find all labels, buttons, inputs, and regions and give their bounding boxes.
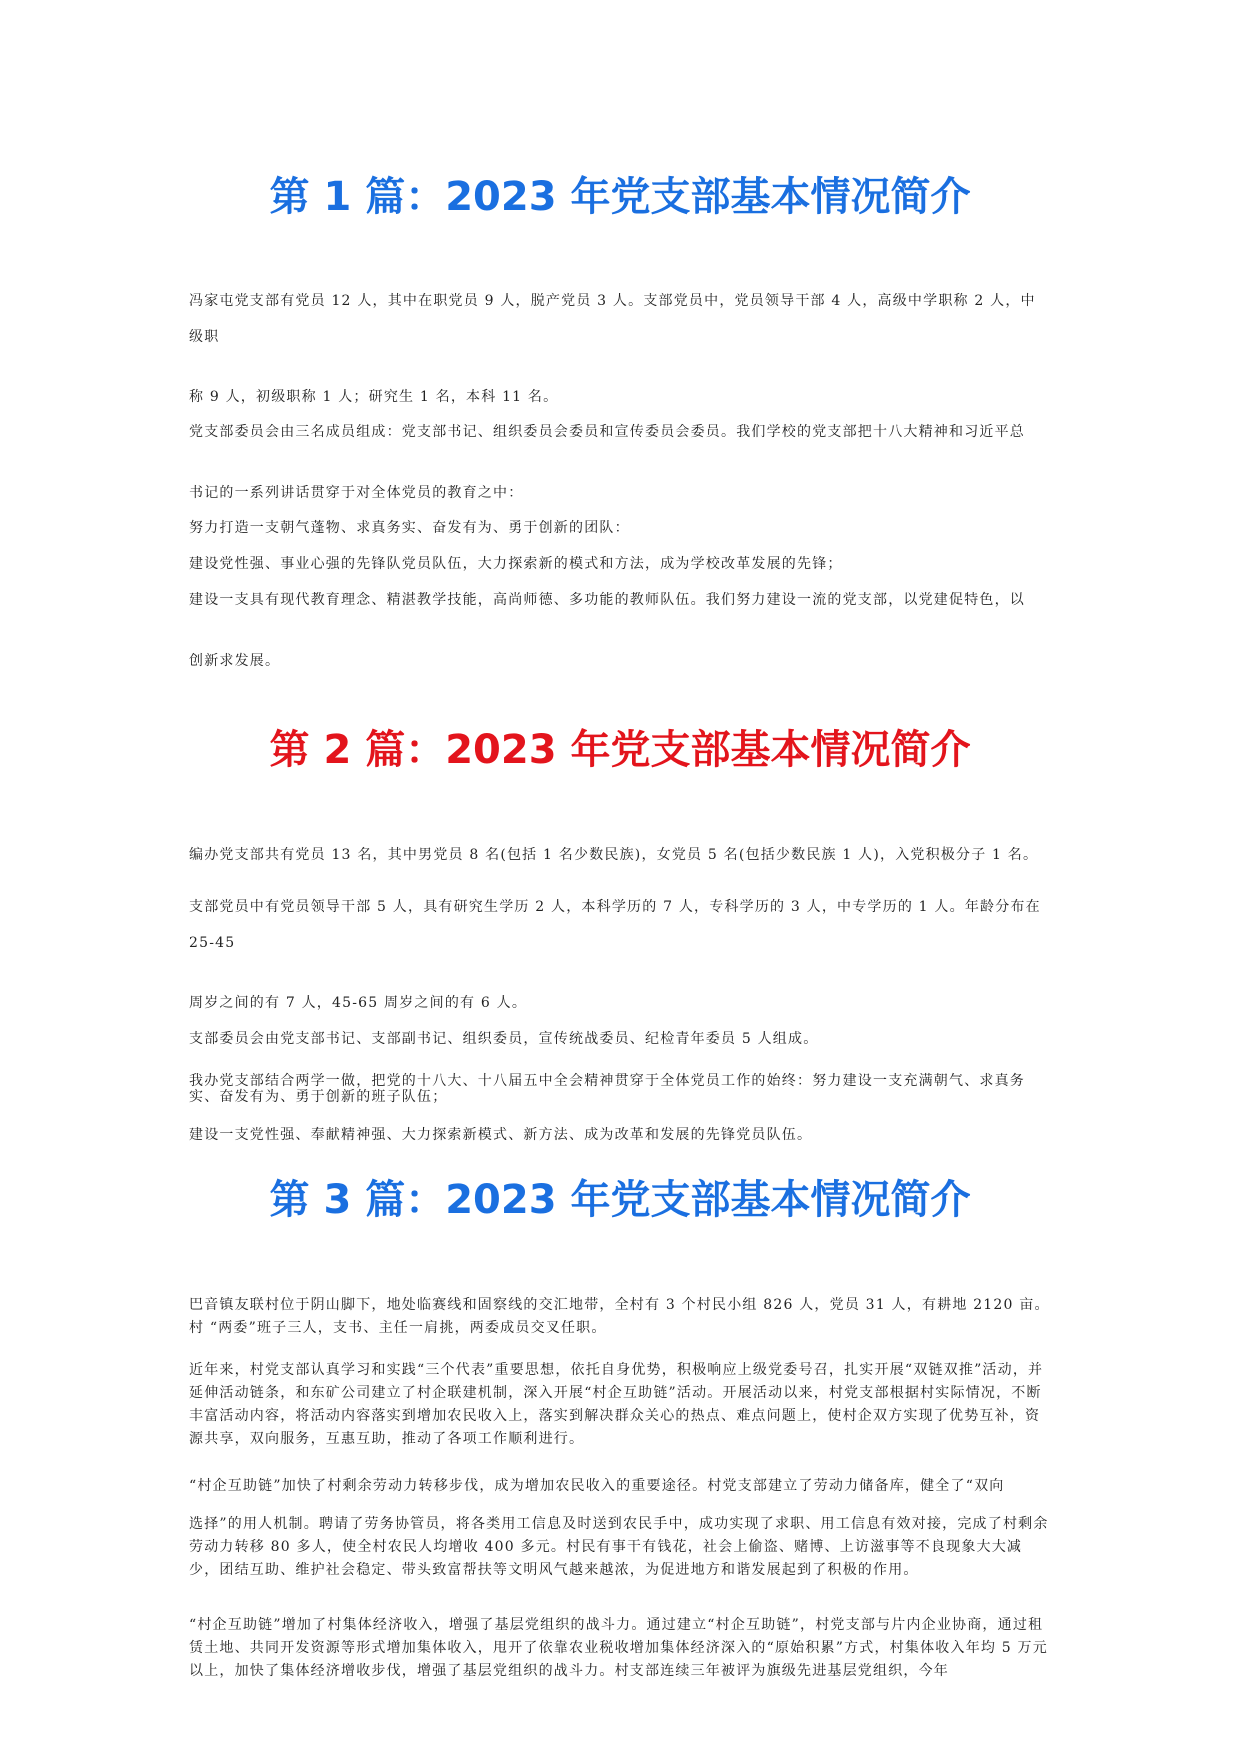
section-3-heading: 第 3 篇：2023 年党支部基本情况简介 bbox=[269, 1177, 971, 1223]
s1-paragraph-5: 书记的一系列讲话贯穿于对全体党员的教育之中： bbox=[189, 485, 524, 501]
section-1-heading: 第 1 篇：2023 年党支部基本情况简介 bbox=[269, 174, 971, 220]
s1-paragraph-7: 建设党性强、事业心强的先锋队党员队伍，大力探索新的模式和方法，成为学校改革发展的先锋； bbox=[189, 556, 843, 572]
s1-paragraph-2: 级职 bbox=[189, 329, 220, 345]
s2-paragraph-5: 支部委员会由党支部书记、支部副书记、组织委员，宣传统战委员、纪检青年委员 5 人组成。 bbox=[189, 1031, 819, 1047]
s1-paragraph-4: 党支部委员会由三名成员组成：党支部书记、组织委员会委员和宣传委员会委员。我们学校的党支部把十八大精神和习近平总 bbox=[189, 424, 1025, 440]
s2-paragraph-6: 我办党支部结合两学一做，把党的十八大、十八届五中全会精神贯穿于全体党员工作的始终：努力建设一支充满朝气、求真务实、奋发有为、勇于创新的班子队伍； bbox=[189, 1073, 1025, 1105]
s1-paragraph-1: 冯家屯党支部有党员 12 人，其中在职党员 9 人，脱产党员 3 人。支部党员中，党员领导干部 4 人，高级中学职称 2 人，中 bbox=[189, 293, 1036, 309]
s3-paragraph-1: 巴音镇友联村位于阴山脚下，地处临赛线和固察线的交汇地带，全村有 3 个村民小组 826 人，党员 31 人，有耕地 2120 亩。村 “两委”班子三人，支书、主任一肩挑，两委成员交叉任职。 bbox=[189, 1297, 1050, 1336]
s2-paragraph-4: 周岁之间的有 7 人，45-65 周岁之间的有 6 人。 bbox=[189, 995, 528, 1011]
s3-paragraph-2: 近年来，村党支部认真学习和实践“三个代表”重要思想，依托自身优势，积极响应上级党委号召，扎实开展“双链双推”活动，并延伸活动链条，和东矿公司建立了村企联建机制，深入开展“村企互助链”活动。开展活动以来，村党支部根据村实际情况，不断丰富活动内容，将活动内容落实到增加农民收入上，落实到解决群众关心的热点、难点问题上，使村企双方实现了优势互补，资源共享，双向服务，互惠互助，推动了各项工作顺利进行。 bbox=[189, 1362, 1044, 1447]
s1-paragraph-8: 建设一支具有现代教育理念、精湛教学技能，高尚师德、多功能的教师队伍。我们努力建设一流的党支部，以党建促特色，以 bbox=[189, 592, 1025, 608]
s2-paragraph-7: 建设一支党性强、奉献精神强、大力探索新模式、新方法、成为改革和发展的先锋党员队伍。 bbox=[189, 1127, 813, 1143]
s3-paragraph-3: “村企互助链”加快了村剩余劳动力转移步伐，成为增加农民收入的重要途径。村党支部建立了劳动力储备库，健全了“双向 bbox=[189, 1478, 1005, 1494]
s2-paragraph-2: 支部党员中有党员领导干部 5 人，具有研究生学历 2 人，本科学历的 7 人，专科学历的 3 人，中专学历的 1 人。年龄分布在 bbox=[189, 899, 1041, 915]
s1-paragraph-9: 创新求发展。 bbox=[189, 653, 281, 669]
s1-paragraph-6: 努力打造一支朝气蓬物、求真务实、奋发有为、勇于创新的团队： bbox=[189, 520, 630, 536]
s3-paragraph-5: “村企互助链”增加了村集体经济收入，增强了基层党组织的战斗力。通过建立“村企互助链”，村党支部与片内企业协商，通过租赁土地、共同开发资源等形式增加集体收入，甩开了依靠农业税收增加集体经济深入的“原始积累”方式，村集体收入年均 5 万元以上，加快了集体经济增收步伐，增强了基层党组织的战斗力。村支部连续三年被评为旗级先进基层党组织，今年 bbox=[189, 1617, 1048, 1679]
s2-paragraph-3: 25-45 bbox=[189, 935, 236, 951]
section-2-heading: 第 2 篇：2023 年党支部基本情况简介 bbox=[269, 727, 971, 773]
s2-paragraph-1: 编办党支部共有党员 13 名，其中男党员 8 名(包括 1 名少数民族)，女党员 5 名(包括少数民族 1 人)，入党积极分子 1 名。 bbox=[189, 847, 1039, 863]
s3-paragraph-4: 选择”的用人机制。聘请了劳务协管员，将各类用工信息及时送到农民手中，成功实现了求职、用工信息有效对接，完成了村剩余劳动力转移 80 多人，使全村农民人均增收 400 多元。村民有事干有钱花，社会上偷盗、赌博、上访滋事等不良现象大大减 少，团结互助、维护社会稳定、带头致富帮扶等文明风气越来越浓，为促进地方和谐发展起到了积极的作用。 bbox=[189, 1516, 1049, 1578]
s1-paragraph-3: 称 9 人，初级职称 1 人；研究生 1 名，本科 11 名。 bbox=[189, 389, 559, 405]
